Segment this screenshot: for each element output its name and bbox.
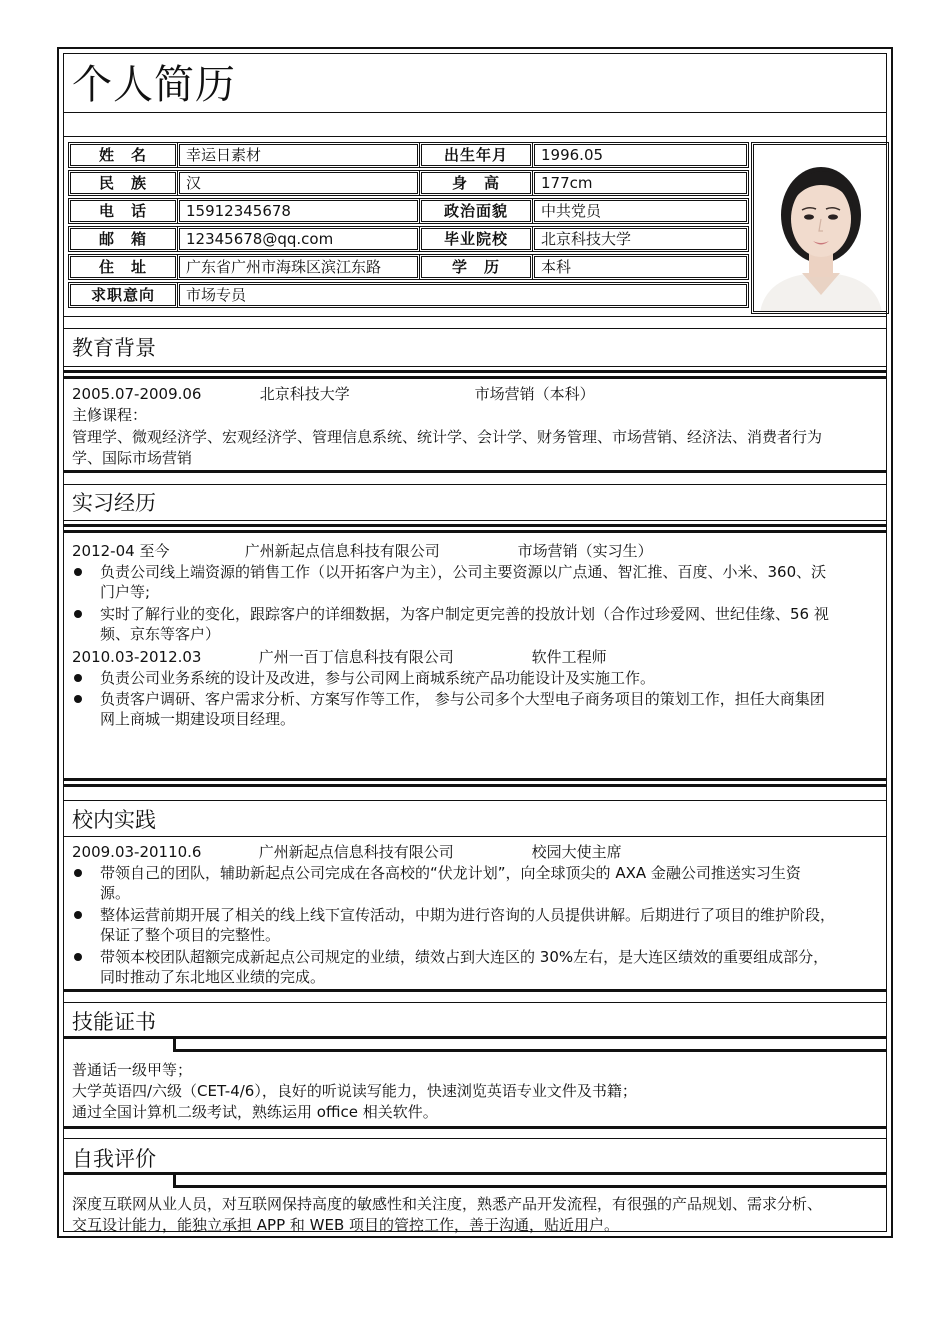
divider — [64, 836, 886, 837]
divider — [64, 520, 886, 521]
bullet-dot — [74, 953, 82, 961]
education-heading: 教育背景 — [72, 336, 156, 360]
divider — [173, 1049, 886, 1052]
job1-bullet-1 — [72, 562, 874, 602]
bullet-line: 带领本校团队超额完成新起点公司规定的业绩，绩效占到大连区的 30%左右，是大连区绩效的重要组成部分， — [100, 948, 829, 966]
job1-company: 广州新起点信息科技有限公司 — [244, 542, 440, 560]
bullet-line: 网上商城一期建设项目经理。 — [100, 710, 296, 728]
divider — [64, 1002, 886, 1003]
value-ethnicity: 汉 — [179, 172, 418, 194]
education-period: 2005.07-2009.06 — [72, 385, 202, 403]
courses-line-1: 管理学、微观经济学、宏观经济学、管理信息系统、统计学、会计学、财务管理、市场营销、经济法、消费者行为 — [72, 428, 823, 446]
label-political: 政治面貌 — [421, 200, 531, 222]
bullet-dot — [74, 568, 82, 576]
job2-period: 2010.03-2012.03 — [72, 648, 202, 666]
bullet-dot — [74, 911, 82, 919]
label-height: 身 高 — [421, 172, 531, 194]
value-birth: 1996.05 — [534, 144, 747, 166]
value-email: 12345678@qq.com — [179, 228, 418, 250]
bullet-line: 带领自己的团队，辅助新起点公司完成在各高校的“伏龙计划”，向全球顶尖的 AXA 金融公司推送实习生资 — [100, 864, 801, 882]
divider — [64, 484, 886, 485]
education-school: 北京科技大学 — [259, 385, 350, 403]
divider — [64, 1172, 886, 1175]
label-phone: 电 话 — [70, 200, 176, 222]
bullet-dot — [74, 674, 82, 682]
skills-line-1: 普通话一级甲等； — [72, 1061, 193, 1079]
job2-row — [72, 647, 607, 667]
label-degree: 学 历 — [421, 256, 531, 278]
label-name: 姓 名 — [70, 144, 176, 166]
campus-org: 广州新起点信息科技有限公司 — [258, 843, 454, 861]
label-email: 邮 箱 — [70, 228, 176, 250]
bullet-line: 门户等; — [100, 583, 151, 601]
divider — [64, 800, 886, 801]
courses-line-2: 学、国际市场营销 — [72, 449, 193, 467]
job1-role: 市场营销（实习生） — [517, 542, 653, 560]
value-name: 幸运日素材 — [179, 144, 418, 166]
bullet-line: 负责公司业务系统的设计及改进，参与公司网上商城系统产品功能设计及实施工作。 — [100, 669, 656, 687]
skills-line-3: 通过全国计算机二级考试，熟练运用 office 相关软件。 — [72, 1103, 438, 1121]
avatar — [754, 145, 887, 312]
divider — [173, 1185, 886, 1188]
campus-row — [72, 842, 622, 862]
divider — [64, 370, 886, 373]
bullet-line: 频、京东等客户） — [100, 625, 221, 643]
divider — [64, 470, 886, 473]
divider — [64, 328, 886, 329]
resume-inner-frame — [63, 53, 887, 1232]
bullet-line: 整体运营前期开展了相关的线上线下宣传活动，中期为进行咨询的人员提供讲解。后期进行了项目的维护阶段， — [100, 906, 836, 924]
campus-bullet-3 — [72, 947, 874, 987]
bullet-line: 负责公司线上端资源的销售工作（以开拓客户为主），公司主要资源以广点通、智汇推、百度、小米、360、沃 — [100, 563, 827, 581]
internship-heading: 实习经历 — [72, 491, 156, 515]
profile-photo — [753, 144, 887, 312]
job2-bullet-1 — [72, 668, 874, 688]
job2-bullet-2 — [72, 689, 874, 729]
bullet-line: 实时了解行业的变化，跟踪客户的详细数据，为客户制定更完善的投放计划（合作过珍爱网、世纪佳缘、56 视 — [100, 605, 829, 623]
divider — [64, 524, 886, 527]
job1-period: 2012-04 至今 — [72, 542, 170, 560]
value-school: 北京科技大学 — [534, 228, 747, 250]
bullet-line: 同时推动了东北地区业绩的完成。 — [100, 968, 326, 986]
bullet-line: 源。 — [100, 884, 131, 902]
value-phone: 15912345678 — [179, 200, 418, 222]
value-degree: 本科 — [534, 256, 747, 278]
label-birth: 出生年月 — [421, 144, 531, 166]
job2-role: 软件工程师 — [531, 648, 607, 666]
label-ethnicity: 民 族 — [70, 172, 176, 194]
label-school: 毕业院校 — [421, 228, 531, 250]
bullet-dot — [74, 695, 82, 703]
divider — [64, 784, 886, 787]
divider — [64, 136, 886, 137]
self-heading: 自我评价 — [72, 1147, 156, 1171]
campus-heading: 校内实践 — [72, 808, 156, 832]
divider — [64, 989, 886, 992]
value-political: 中共党员 — [534, 200, 747, 222]
self-line-2: 交互设计能力，能独立承担 APP 和 WEB 项目的管控工作，善于沟通，贴近用户。 — [72, 1216, 620, 1234]
bullet-line: 保证了整个项目的完整性。 — [100, 926, 281, 944]
bullet-line: 负责客户调研、客户需求分析、方案写作等工作， 参与公司多个大型电子商务项目的策划工作，担任大商集团 — [100, 690, 825, 708]
value-address: 广东省广州市海珠区滨江东路 — [179, 256, 418, 278]
job1-bullet-2 — [72, 604, 874, 644]
resume-page — [57, 47, 893, 1238]
skills-heading: 技能证书 — [72, 1010, 156, 1034]
courses-label: 主修课程： — [72, 406, 148, 424]
divider — [64, 1126, 886, 1129]
education-major: 市场营销（本科） — [474, 385, 595, 403]
campus-role: 校园大使主席 — [531, 843, 622, 861]
page-title: 个人简历 — [72, 62, 236, 108]
divider — [64, 530, 886, 533]
divider — [64, 1138, 886, 1139]
education-row — [72, 384, 595, 404]
job2-company: 广州一百丁信息科技有限公司 — [258, 648, 454, 666]
bullet-dot — [74, 610, 82, 618]
divider — [64, 316, 886, 317]
campus-period: 2009.03-20110.6 — [72, 843, 202, 861]
divider — [64, 778, 886, 781]
campus-bullet-1 — [72, 863, 874, 903]
divider — [64, 376, 886, 379]
job1-row — [72, 541, 653, 561]
self-line-1: 深度互联网从业人员，对互联网保持高度的敏感性和关注度，熟悉产品开发流程，有很强的产品规划、需求分析、 — [72, 1195, 823, 1213]
divider — [64, 112, 886, 113]
value-height: 177cm — [534, 172, 747, 194]
divider — [64, 1036, 886, 1039]
divider — [64, 366, 886, 367]
campus-bullet-2 — [72, 905, 874, 945]
label-intent: 求职意向 — [70, 284, 176, 306]
skills-line-2: 大学英语四/六级（CET-4/6），良好的听说读写能力，快速浏览英语专业文件及书籍； — [72, 1082, 637, 1100]
value-intent: 市场专员 — [179, 284, 747, 306]
bullet-dot — [74, 869, 82, 877]
label-address: 住 址 — [70, 256, 176, 278]
